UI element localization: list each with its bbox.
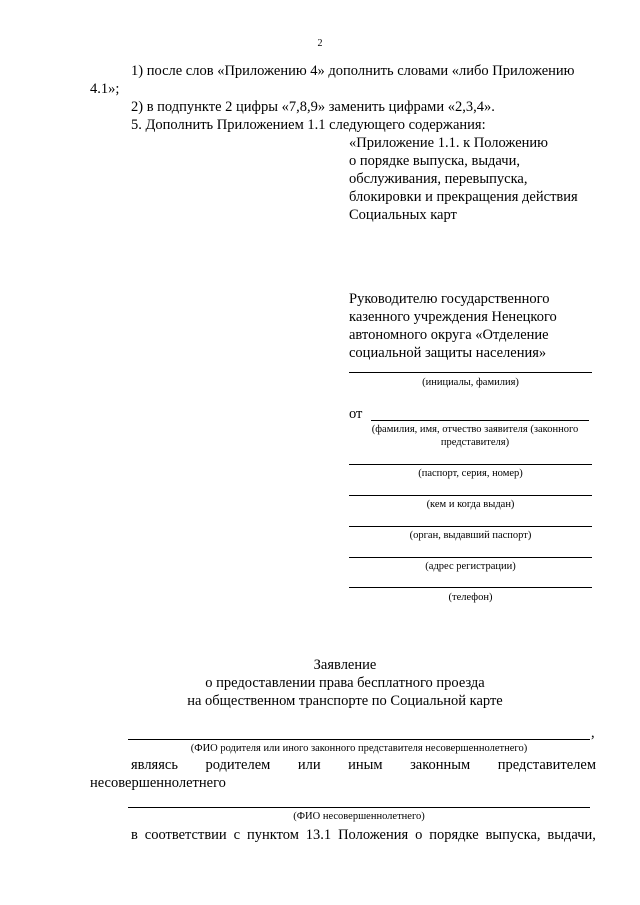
parent-caption: (ФИО родителя или иного законного представителя несовершеннолетнего): [190, 743, 528, 754]
addressee-block: [349, 290, 557, 362]
last-paragraph-line: [131, 826, 596, 844]
word: родителем: [205, 757, 271, 773]
amendment-item-2: 2) в подпункте 2 цифры «7,8,9» заменить цифрами «2,3,4».: [131, 99, 495, 115]
phone-line[interactable]: [349, 587, 592, 588]
appendix-header-line: обслуживания, перевыпуска,: [349, 171, 528, 187]
from-label: от: [349, 406, 363, 422]
applicant-caption: (фамилия, имя, отчество заявителя (законного представителя): [371, 424, 579, 448]
parent-name-line[interactable]: [128, 739, 590, 740]
comma: ,: [591, 725, 595, 741]
issuer-caption: (орган, выдавший паспорт): [409, 530, 532, 541]
word: выдачи,: [547, 827, 596, 843]
being-parent-line: [131, 756, 596, 774]
word: соответствии: [144, 827, 227, 843]
word: с: [233, 827, 241, 843]
minor-name-line[interactable]: [128, 807, 590, 808]
appendix-header-line: о порядке выпуска, выдачи,: [349, 153, 520, 169]
appendix-header-line: Социальных карт: [349, 207, 457, 223]
word: законным: [410, 757, 471, 773]
statement-subtitle-2: на общественном транспорте по Социальной карте: [187, 693, 503, 709]
minor-word: несовершеннолетнего: [90, 775, 226, 791]
initials-caption: (инициалы, фамилия): [422, 377, 519, 388]
passport-caption: (паспорт, серия, номер): [418, 468, 523, 479]
minor-caption: (ФИО несовершеннолетнего): [293, 811, 425, 822]
word: иным: [348, 757, 383, 773]
issuer-line[interactable]: [349, 526, 592, 527]
amendment-item-1-line-2: 4.1»;: [90, 81, 120, 97]
issued-caption: (кем и когда выдан): [426, 499, 515, 510]
addressee-line: казенного учреждения Ненецкого: [349, 309, 557, 325]
page-number: 2: [317, 38, 323, 49]
addressee-line: Руководителю государственного: [349, 291, 550, 307]
addressee-line: автономного округа «Отделение: [349, 327, 549, 343]
amendment-item-5: 5. Дополнить Приложением 1.1 следующего содержания:: [131, 117, 486, 133]
phone-caption: (телефон): [448, 592, 493, 603]
word: 13.1: [305, 827, 332, 843]
applicant-line[interactable]: [371, 420, 589, 421]
word: порядке: [429, 827, 479, 843]
word: в: [131, 827, 138, 843]
word: о: [415, 827, 423, 843]
appendix-header: [349, 134, 578, 224]
word: представителем: [497, 757, 596, 773]
address-caption: (адрес регистрации): [425, 561, 516, 572]
word: или: [297, 757, 321, 773]
word: Положения: [338, 827, 409, 843]
issued-line[interactable]: [349, 495, 592, 496]
initials-line[interactable]: [349, 372, 592, 373]
appendix-header-line: блокировки и прекращения действия: [349, 189, 578, 205]
word: являясь: [131, 757, 178, 773]
amendment-item-1-line-1: 1) после слов «Приложению 4» дополнить словами «либо Приложению: [131, 63, 575, 79]
appendix-header-line: «Приложение 1.1. к Положению: [349, 135, 549, 151]
addressee-line: социальной защиты населения»: [349, 345, 547, 361]
statement-title: Заявление: [313, 657, 377, 673]
passport-line[interactable]: [349, 464, 592, 465]
address-line[interactable]: [349, 557, 592, 558]
word: пунктом: [246, 827, 299, 843]
word: выпуска,: [485, 827, 541, 843]
statement-subtitle-1: о предоставлении права бесплатного проезда: [205, 675, 485, 691]
